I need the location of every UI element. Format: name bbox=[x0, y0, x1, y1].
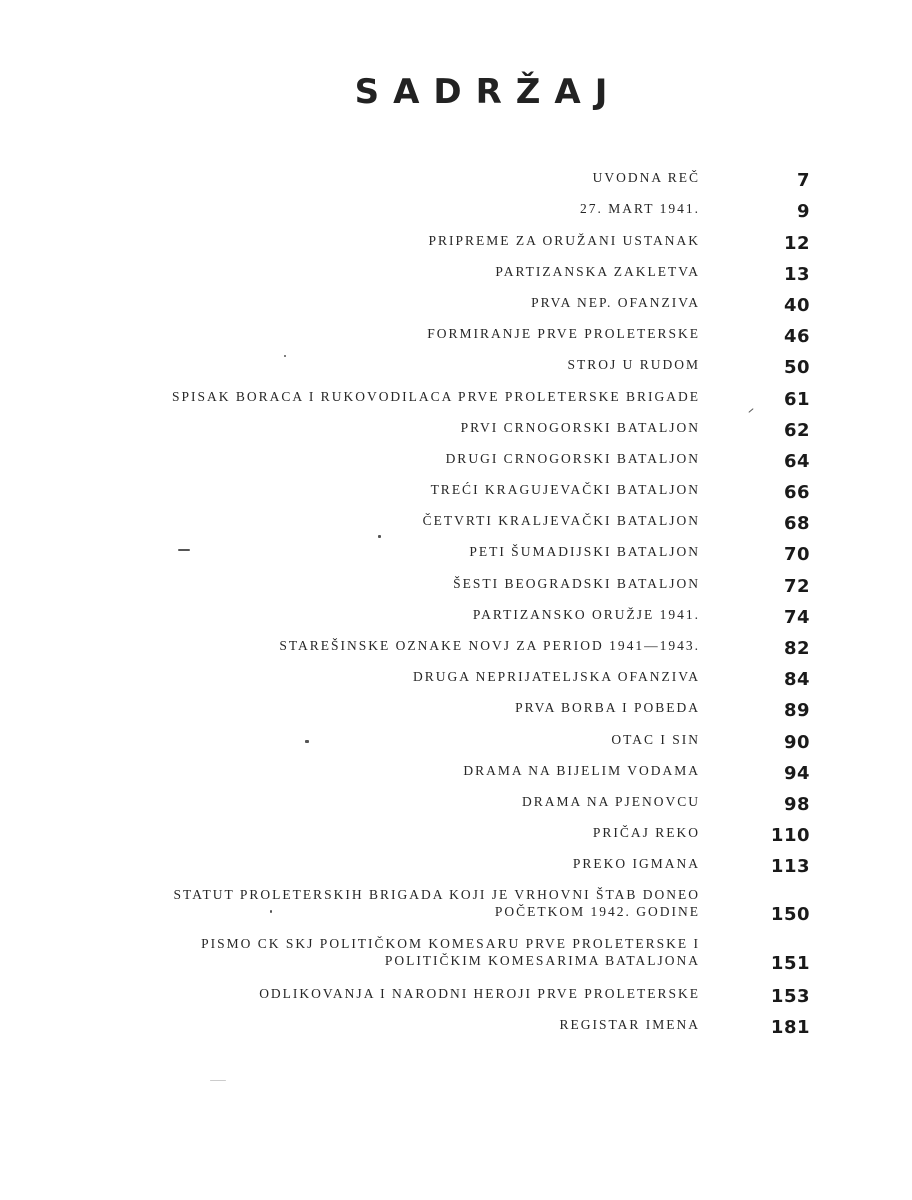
toc-entry bbox=[140, 288, 810, 319]
toc-entry-title: DRAMA NA BIJELIM VODAMA bbox=[463, 762, 700, 778]
toc-entry-title: OTAC I SIN bbox=[611, 731, 700, 747]
toc-entry-page: 68 bbox=[783, 513, 810, 535]
toc-entry-page: 151 bbox=[770, 953, 810, 975]
toc-entry-title: TREĆI KRAGUJEVAČKI BATALJON bbox=[430, 482, 700, 498]
toc-entry bbox=[140, 880, 810, 928]
toc-entry-page: 50 bbox=[783, 357, 810, 379]
toc-entry-page: 89 bbox=[783, 700, 810, 722]
toc-entry bbox=[140, 568, 810, 599]
toc-entry-title: PRIPREME ZA ORUŽANI USTANAK bbox=[428, 232, 700, 248]
toc-entry-page: 181 bbox=[770, 1016, 810, 1038]
table-of-contents bbox=[140, 163, 810, 1041]
page-title: SADRŽAJ bbox=[354, 72, 622, 112]
toc-entry-page: 61 bbox=[783, 388, 810, 410]
toc-entry-title: PRVI CRNOGORSKI BATALJON bbox=[460, 419, 700, 435]
toc-entry-title-line1: PISMO CK SKJ POLITIČKOM KOMESARU PRVE PROLETERSKE I bbox=[201, 936, 700, 952]
scan-speck bbox=[378, 535, 381, 538]
toc-entry-title: PRVA BORBA I POBEDA bbox=[515, 700, 700, 716]
toc-entry bbox=[140, 350, 810, 381]
toc-entry-page: 110 bbox=[770, 825, 810, 847]
toc-entry bbox=[140, 929, 810, 977]
toc-entry bbox=[140, 444, 810, 475]
toc-entry-title bbox=[201, 935, 700, 977]
toc-entry-title: ŠESTI BEOGRADSKI BATALJON bbox=[453, 575, 700, 591]
toc-entry-page: 62 bbox=[783, 419, 810, 441]
toc-entry-title-line2: POLITIČKIM KOMESARIMA BATALJONA bbox=[384, 953, 700, 969]
toc-entry bbox=[140, 381, 810, 412]
toc-entry-title: PRVA NEP. OFANZIVA bbox=[531, 294, 700, 310]
scan-speck bbox=[270, 910, 272, 913]
toc-entry bbox=[140, 1010, 810, 1041]
toc-entry-title: PARTIZANSKA ZAKLETVA bbox=[495, 263, 700, 279]
toc-entry bbox=[140, 225, 810, 256]
toc-entry-page: 74 bbox=[783, 606, 810, 628]
toc-entry bbox=[140, 413, 810, 444]
toc-entry-page: 46 bbox=[783, 326, 810, 348]
toc-entry-page: 72 bbox=[783, 575, 810, 597]
toc-entry bbox=[140, 600, 810, 631]
toc-entry-page: 70 bbox=[783, 544, 810, 566]
toc-entry-page: 40 bbox=[783, 294, 810, 316]
scan-speck bbox=[210, 1080, 226, 1081]
toc-entry bbox=[140, 163, 810, 194]
toc-entry-title: FORMIRANJE PRVE PROLETERSKE bbox=[427, 326, 700, 342]
toc-entry bbox=[140, 978, 810, 1009]
toc-entry-title: REGISTAR IMENA bbox=[559, 1016, 700, 1032]
toc-entry bbox=[140, 787, 810, 818]
toc-entry-page: 90 bbox=[783, 731, 810, 753]
toc-entry-title: ODLIKOVANJA I NARODNI HEROJI PRVE PROLETERSKE bbox=[259, 985, 700, 1001]
toc-entry-page: 64 bbox=[783, 450, 810, 472]
toc-entry-page: 12 bbox=[783, 232, 810, 254]
toc-entry bbox=[140, 662, 810, 693]
toc-entry bbox=[140, 506, 810, 537]
toc-entry-title: PREKO IGMANA bbox=[572, 856, 700, 872]
toc-entry bbox=[140, 194, 810, 225]
toc-entry-title: DRUGI CRNOGORSKI BATALJON bbox=[445, 450, 700, 466]
toc-entry-title: ČETVRTI KRALJEVAČKI BATALJON bbox=[422, 513, 700, 529]
toc-entry-page: 7 bbox=[796, 170, 810, 192]
toc-entry-title bbox=[174, 886, 700, 928]
toc-entry-page: 98 bbox=[783, 793, 810, 815]
toc-entry-page: 13 bbox=[783, 263, 810, 285]
toc-entry-page: 82 bbox=[783, 638, 810, 659]
toc-entry bbox=[140, 631, 810, 662]
toc-entry-title: DRUGA NEPRIJATELJSKA OFANZIVA bbox=[412, 669, 700, 685]
toc-entry bbox=[140, 257, 810, 288]
toc-entry-page: 113 bbox=[770, 856, 810, 878]
toc-entry-page: 66 bbox=[783, 482, 810, 504]
toc-entry-title-line1: STATUT PROLETERSKIH BRIGADA KOJI JE VRHOVNI ŠTAB DONEO bbox=[173, 887, 700, 903]
toc-entry bbox=[140, 693, 810, 724]
toc-entry-title: STROJ U RUDOM bbox=[567, 357, 700, 373]
toc-entry-title: PARTIZANSKO ORUŽJE 1941. bbox=[472, 606, 700, 622]
toc-entry-title: DRAMA NA PJENOVCU bbox=[521, 793, 700, 809]
toc-entry-title: PETI ŠUMADIJSKI BATALJON bbox=[469, 544, 700, 560]
toc-entry-title-line2: POČETKOM 1942. GODINE bbox=[494, 904, 700, 920]
toc-entry-title: PRIČAJ REKO bbox=[592, 825, 700, 841]
toc-entry bbox=[140, 475, 810, 506]
toc-entry bbox=[140, 724, 810, 755]
toc-entry-page: 84 bbox=[783, 669, 810, 691]
toc-entry-title: SPISAK BORACA I RUKOVODILACA PRVE PROLETERSKE BRIGADE bbox=[172, 388, 700, 404]
toc-entry bbox=[140, 756, 810, 787]
scan-speck bbox=[284, 355, 286, 357]
scan-speck bbox=[305, 740, 309, 743]
toc-entry-title: STAREŠINSKE OZNAKE NOVJ ZA PERIOD 1941—1943. bbox=[279, 638, 700, 653]
scan-speck bbox=[178, 549, 190, 551]
toc-entry-page: 153 bbox=[770, 985, 810, 1007]
toc-entry bbox=[140, 849, 810, 880]
toc-entry-title: UVODNA REČ bbox=[592, 170, 700, 186]
toc-entry-page: 150 bbox=[770, 904, 810, 926]
toc-entry bbox=[140, 537, 810, 568]
toc-entry bbox=[140, 818, 810, 849]
toc-entry-page: 9 bbox=[796, 201, 810, 223]
toc-entry bbox=[140, 319, 810, 350]
toc-entry-page: 94 bbox=[783, 762, 810, 784]
toc-entry-title: 27. MART 1941. bbox=[580, 201, 700, 217]
